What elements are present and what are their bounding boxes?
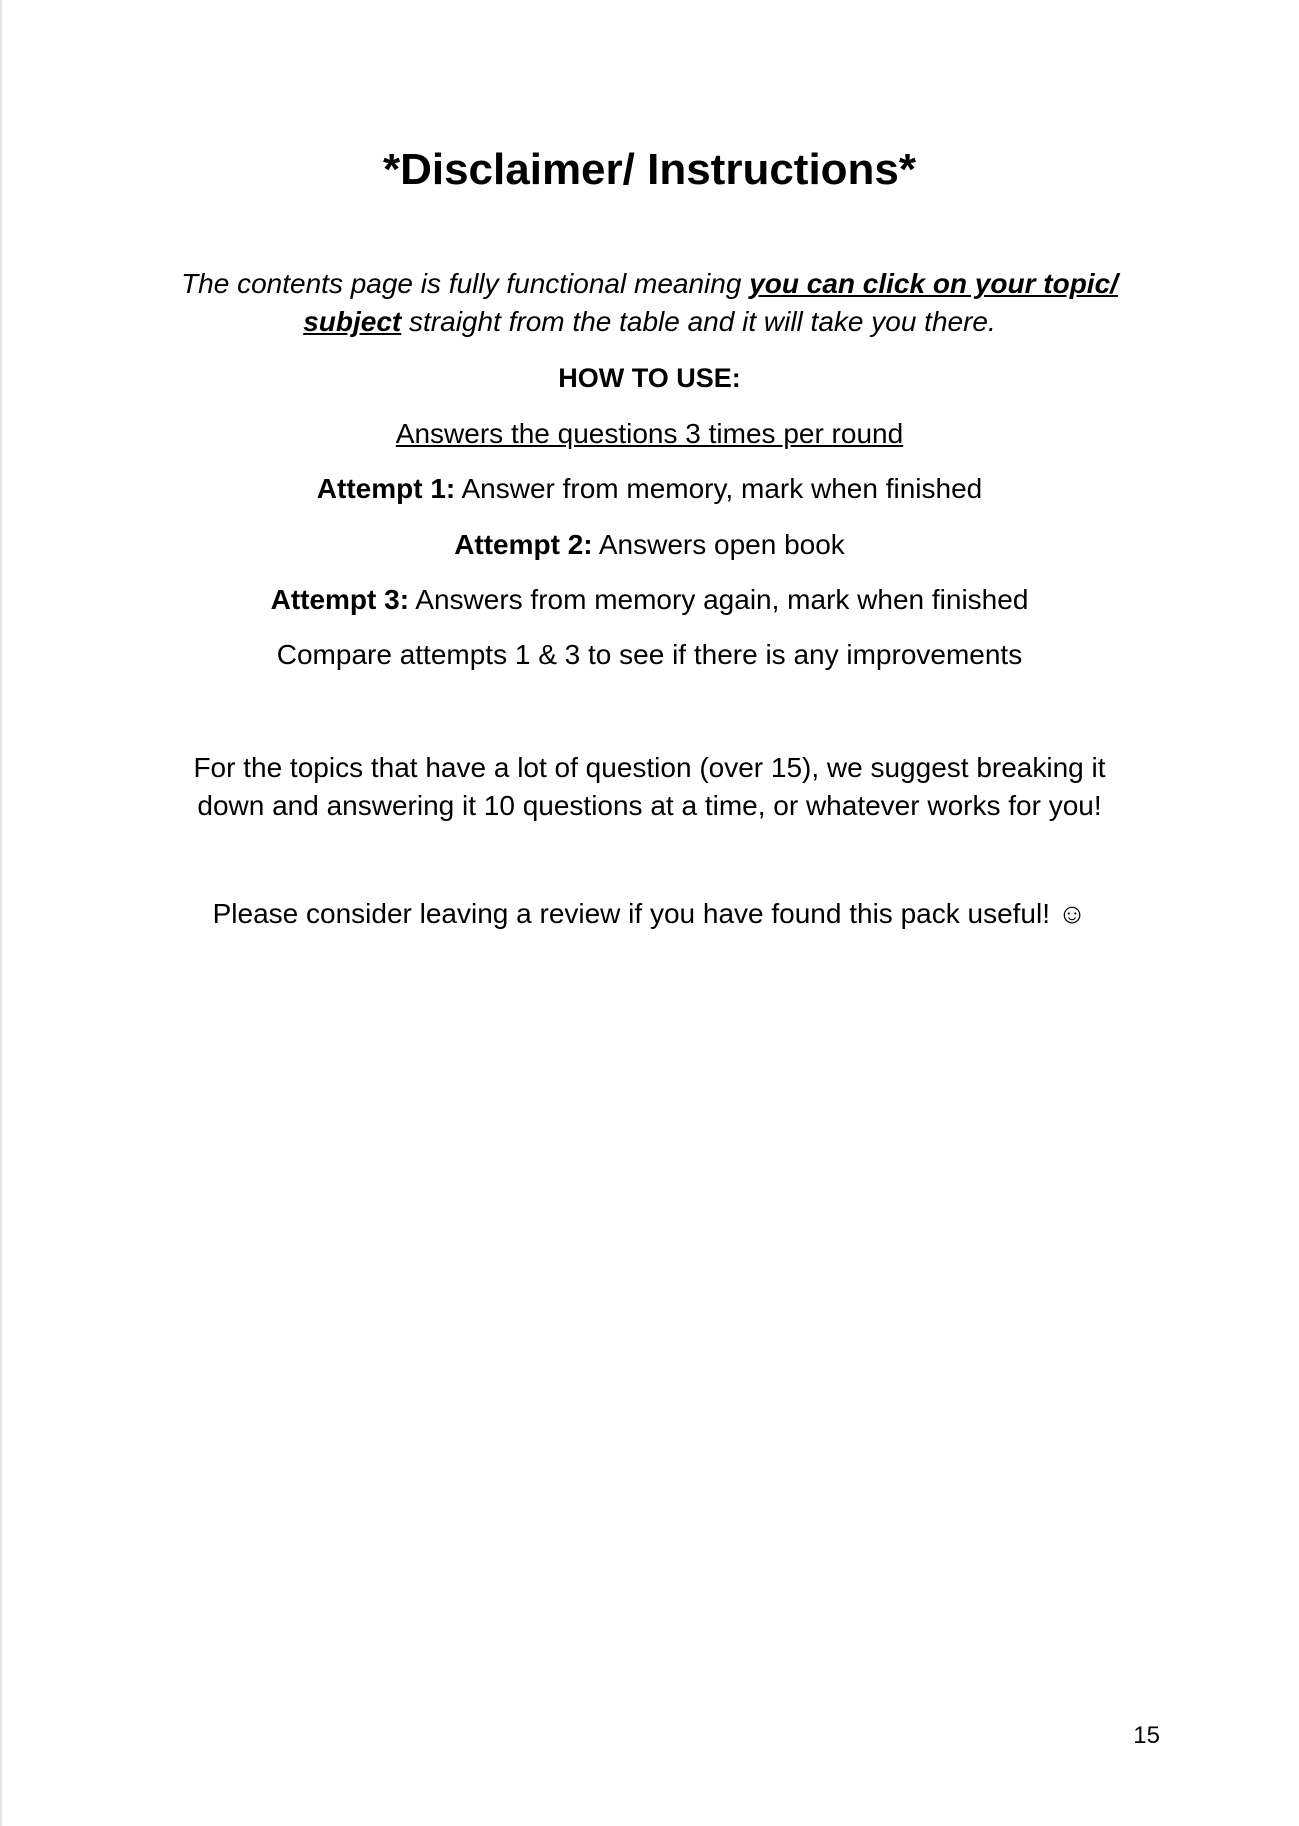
intro-paragraph: [160, 265, 1139, 341]
attempt-1-text: Answer from memory, mark when finished: [455, 473, 983, 504]
attempt-3-text: Answers from memory again, mark when finished: [409, 584, 1029, 615]
suggestion-paragraph: For the topics that have a lot of question (over 15), we suggest breaking it down and answering it 10 questions at a time, or whatever works for you!: [193, 752, 1106, 821]
attempt-1-label: Attempt 1:: [316, 473, 456, 504]
page-number: 15: [1133, 1722, 1160, 1749]
attempt-2-label: Attempt 2:: [454, 529, 593, 560]
attempt-2-text: Answers open book: [592, 529, 845, 560]
repeat-instruction: Answers the questions 3 times per round: [395, 418, 904, 449]
contents-link-text[interactable]: you can click on your topic/ subject: [303, 268, 1118, 337]
intro-lead-text: The contents page is fully functional meaning: [181, 268, 750, 299]
attempt-2-line: [0, 527, 1299, 563]
attempt-1-line: [0, 471, 1299, 507]
attempt-3-label: Attempt 3:: [270, 584, 410, 615]
compare-note: Compare attempts 1 & 3 to see if there is any improvements: [276, 639, 1023, 670]
page-title: *Disclaimer/ Instructions*: [382, 145, 917, 194]
attempt-3-line: [0, 582, 1299, 618]
review-request: Please consider leaving a review if you have found this pack useful! ☺: [212, 898, 1087, 929]
intro-tail-text: straight from the table and it will take you there.: [401, 306, 996, 337]
how-to-use-heading: HOW TO USE:: [558, 363, 741, 393]
